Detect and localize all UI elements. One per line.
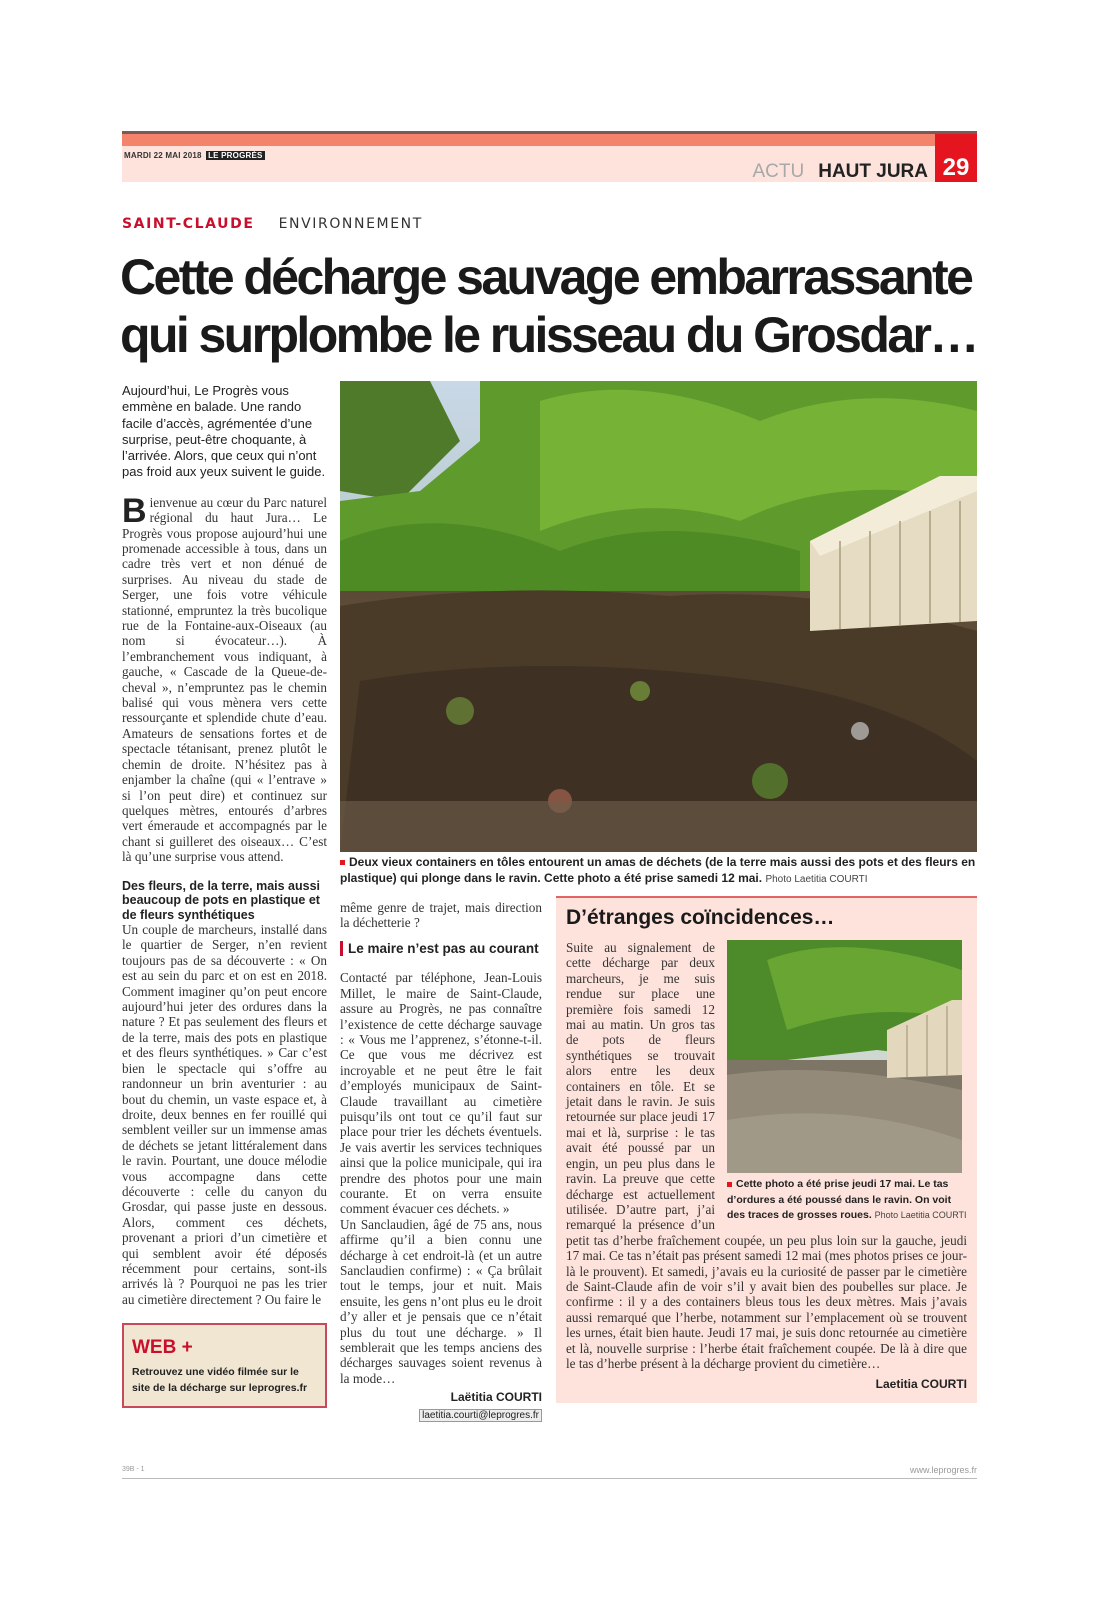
article-column-2 [340, 900, 542, 1423]
headline [120, 248, 980, 364]
sidebar-text-narrow: Suite au signalement de cette décharge par deux marcheurs, je me suis rendue sur place une première fois samedi 12 mai au matin. Un gros tas de pots de fleurs synthétiques se trouvait alors entre les deux containers en tôle. Et se jetait dans le ravin. Je suis retournée sur place jeudi 17 mai et là, surprise : le tas avait été poussé par un engin, un peu plus dans le ravin. La preuve que cette décharge est actuellement utilisée. D’autre part, j’ai remarqué la présence d’un [566, 940, 715, 1233]
sidebar-title: D’étranges coïncidences… [566, 906, 835, 929]
article-column-1 [122, 383, 327, 1408]
photo-credit: Photo Laetitia COURTI [874, 1210, 967, 1220]
paper-name: LE PROGRÈS [208, 151, 263, 160]
issue-date: MARDI 22 MAI 2018 [124, 151, 202, 160]
secondary-photo-block [727, 940, 967, 1224]
intertitle: Le maire n’est pas au courant [340, 941, 542, 957]
paragraph-intro: Bienvenue au cœur du Parc naturel régional du haut Jura… Le Progrès vous propose aujourd’hui une promenade accessible à tous, dans un cadre très vert et non dénué de surprises. Au niveau du stade de Serger, une fois votre véhicule stationné, empruntez la très bucolique rue de la Fontaine-aux-Oiseaux (au nom si évocateur…). À l’embranchement vous indiquant, à gauche, « Cascade de la Queue-de-cheval », n’empruntez pas le chemin balisé qui vous mènera vers cette ressourçante et splendide chute d’eau. Amateurs de sensations fortes et de spectacle tétanisant, prenez plutôt le chemin de droite. N’hésitez pas à enjamber la chaîne (qui « l’entrave » si l’on peut dire) et continuez sur quelques mètres, entourés d’arbres vert émeraude et accompagnés par le chant si guilleret des oiseaux… C’est là qu’une surprise vous attend. [122, 491, 327, 865]
caption-text: Deux vieux containers en tôles entourent un amas de déchets (de la terre mais aussi des pots et des fleurs en plastique) qui plonge dans le ravin. Cette photo a été prise samedi 12 mai. [340, 855, 976, 885]
section-heading [700, 161, 928, 183]
footer-website[interactable]: www.leprogres.fr [909, 1465, 977, 1475]
caption-text: Cette photo a été prise jeudi 17 mai. Le tas d’ordures a été poussé dans le ravin. On voit des traces de grosses roues. [727, 1178, 952, 1221]
main-photo-caption [340, 854, 977, 888]
section-label: ACTU [752, 161, 805, 182]
paragraph-resident: Un Sanclaudien, âgé de 75 ans, nous affirme qu’il a bien connu une décharge à cet endroit-là (et un autre Sanclaudien confirme) : « Ça brûlait tout le temps, jour et nuit. Mais ensuite, les gens n’ont plus eu le droit d’y aller et je pensais que ce n’était plus du tout une décharge. » Il semblerait que les temps anciens des décharges sauvages soient revenus à la mode… [340, 1216, 542, 1386]
dump-site-photo [340, 381, 977, 852]
secondary-photo-caption [727, 1177, 967, 1224]
author-email[interactable]: laetitia.courti@leprogres.fr [340, 1408, 542, 1423]
headline-line-1: Cette décharge sauvage embarrassante [120, 249, 972, 305]
column-1-body [122, 491, 327, 1307]
author-signature: Laëtitia COURTI [450, 1390, 542, 1405]
page-number: 29 [935, 134, 977, 182]
paragraph-continued: même genre de trajet, mais direction la déchetterie ? [340, 900, 542, 931]
caption-bullet-icon [340, 860, 345, 865]
footer-rule [122, 1478, 977, 1479]
header-band [122, 134, 935, 146]
kicker [122, 216, 423, 232]
web-plus-text[interactable]: Retrouvez une vidéo filmée sur le site de la décharge sur leprogres.fr [132, 1366, 308, 1394]
caption-bullet-icon [727, 1182, 732, 1187]
headline-line-2: qui surplombe le ruisseau du Grosdar… [120, 307, 977, 363]
kicker-city: SAINT-CLAUDE [122, 216, 255, 232]
web-plus-title: WEB + [132, 1337, 193, 1359]
photo-credit: Photo Laetitia COURTI [765, 874, 868, 885]
secondary-photo [727, 940, 962, 1173]
main-photo [340, 381, 977, 852]
edition-label: HAUT JURA [818, 161, 928, 182]
paragraph-mayor: Contacté par téléphone, Jean-Louis Millet, le maire de Saint-Claude, assure au Progrès, ne pas connaître l’existence de cette décharge sauvage : « Vous me l’apprenez, s’étonne-t-il. Ce que vous me décrivez est incroyable et ne peut être le fait d’employés municipaux de Saint-Claude travaillant au cimetière puisqu’ils ont tout ce qu’il faut sur place pour trier les déchets éventuels. Je vais avertir les services techniques ainsi que la police municipale, qui ira prendre des photos pour une main courante. Et on verra ensuite comment évacuer ces déchets. » [340, 970, 542, 1217]
dateline [124, 151, 265, 160]
sidebar-box [556, 896, 977, 1403]
kicker-topic: ENVIRONNEMENT [278, 216, 423, 232]
article-lead: Aujourd’hui, Le Progrès vous emmène en balade. Une rando facile d’accès, agrémentée d’une surprise, peut-être choquante, à l’arrivée. Alors, que ceux qui n’ont pas froid aux yeux suivent le guide. [122, 383, 326, 480]
subheading: Des fleurs, de la terre, mais aussi beaucoup de pots en plastique et de fleurs synthétiques [122, 878, 321, 922]
web-plus-box[interactable] [122, 1323, 327, 1408]
drop-cap: B [122, 491, 147, 530]
paragraph-couple: Un couple de marcheurs, installé dans le quartier de Serger, n’en revient toujours pas de sa découverte : « On est au sein du parc et on est en 2018. Comment imaginer qu’on peut encore aujourd’hui jeter des ordures dans la nature ? Et pas seulement des fleurs et de la terre, mais des pots en plastique et des fleurs synthétiques. » Car c’est bien le spectacle qui s’offre au randonneur un brin aventurier : au bout du chemin, un vaste espace et, à droite, deux bennes en fer rouillé qui semblent veiller sur un immense amas de déchets se jetant littéralement dans le ravin. Pourtant, une douce mélodie vous accompagne dans cette découverte : celle du canyon du Grosdar, qui passe juste en dessous. Alors, comment ces déchets, provenant a priori d’un cimetière et qui semblent avoir été déposés récemment pour certains, sont-ils arrivés là ? Pourquoi ne pas les trier au cimetière directement ? Ou faire le [122, 922, 327, 1307]
sidebar-text-wide: petit tas d’herbe fraîchement coupée, un peu plus loin sur la gauche, jeudi 17 mai. Ce tas n’était pas présent samedi 12 mai (mes photos prises ce jour-là le prouvent). Et samedi, j’avais eu la curiosité de passer par le cimetière de Saint-Claude afin de voir s’il y avait bien des poubelles sur place. Je confirme : il y a des containers bleus tous les deux mètres. Mais j’avais aussi remarqué que l’herbe, notamment sur l’emplacement où se trouvent les urnes, était bien haute. Jeudi 17 mai, je suis donc retournée au cimetière et là, nouvelle surprise : l’herbe était fraîchement coupée. De là à dire que le tas d’herbe présent à la décharge provient du cimetière… [566, 1232, 967, 1371]
pushed-dump-photo [727, 940, 962, 1173]
footer-ref: 39B - 1 [122, 1466, 145, 1473]
sidebar-signature: Laetitia COURTI [875, 1377, 967, 1392]
